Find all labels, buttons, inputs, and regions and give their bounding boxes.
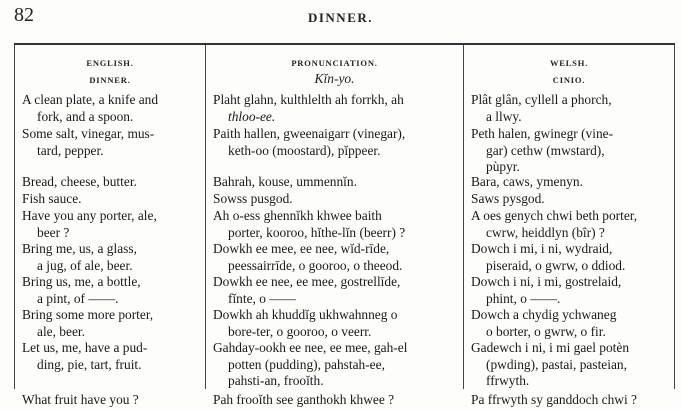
pronunciation-entry: Gahday-ookh ee nee, ee mee, gah-el potten (pudding), pahstah-ee, pahsti-an, frooĭth. [213,340,408,388]
pronunciation-entry: Bahrah, kouse, ummennĭn. [213,174,357,189]
english-entry: Fish sauce. [22,191,82,206]
column-subheading-english: DINNER. [89,75,131,85]
welsh-entry: Bara, caws, ymenyn. [471,174,583,189]
welsh-entry: Saws pysgod. [471,191,545,206]
pronunciation-entry: Plaht glahn, kulthlelth ah forrkh, ah thloo-ee. [213,92,404,124]
pronunciation-entry: Sowss pusgod. [213,191,293,206]
welsh-entry: Gadewch i ni, i mi gael potèn (pwding), pastai, pasteian, ffrwyth. [471,340,630,388]
welsh-entry: Dowch a chydig ychwaneg o borter, o gwrw, o fir. [471,307,617,339]
english-entry: Bring some more porter, ale, beer. [22,307,154,339]
english-entry: Some salt, vinegar, mus- tard, pepper. [22,126,155,158]
phrase-table [14,43,675,407]
pronunciation-entry: Paith hallen, gweenaigarr (vinegar), keth-oo (moostard), pĭppeer. [213,126,406,158]
english-entry: What fruit have you ? [22,392,139,407]
pronunciation-entry: Dowkh ah khuddĭg ukhwahnneg o bore-ter, o gooroo, o veerr. [213,307,398,339]
welsh-entry: Peth halen, gwinegr (vine- gar) cethw (mwstard), pùpyr. [471,126,614,174]
column-english [14,45,205,407]
welsh-entry: Dowch i mi, i ni, wydraid, piseraid, o gwrw, o ddiod. [471,241,626,273]
column-subheading-pronunciation: Kĭn-yo. [314,71,355,86]
english-entry: Bread, cheese, butter. [22,174,137,189]
column-pronunciation [205,45,463,407]
pronunciation-entry: Dowkh ee nee, ee mee, gostrellīde, fĭnte, o —— [213,274,401,306]
pronunciation-entry: Pah frooĭth see ganthokh khwee ? [213,392,395,407]
english-entry: Bring me, us, a glass, a jug, of ale, beer. [22,241,137,273]
column-header-english: ENGLISH. [86,58,134,68]
running-head: DINNER. [307,10,374,25]
english-entry: Have you any porter, ale, beer ? [22,208,157,240]
welsh-entry: A oes genych chwi beth porter, cwrw, heiddlyn (bîr) ? [471,208,638,240]
column-subheading-welsh: CINIO. [552,75,586,85]
welsh-entry: Plât glân, cyllell a phorch, a llwy. [471,92,612,124]
welsh-entry: Pa ffrwyth sy ganddoch chwi ? [471,392,637,407]
welsh-entry: Dowch i ni, i mi, gostrelaid, phint, o ——. [471,274,622,306]
english-entry: Bring us, me, a bottle, a pint, of ——. [22,274,141,306]
column-header-welsh: WELSH. [549,58,589,68]
pronunciation-entry: Ah o-ess ghennĭkh khwee baith porter, kooroo, hĭthe-lĭn (beerr) ? [213,208,406,240]
english-entry: A clean plate, a knife and fork, and a spoon. [22,92,159,124]
column-welsh [463,45,675,407]
english-entry: Let us, me, have a pud- ding, pie, tart, fruit. [22,340,148,372]
column-header-pronunciation: PRONUNCIATION. [291,58,378,68]
page-number: 82 [14,4,34,26]
pronunciation-entry: Dowkh ee mee, ee nee, wĭd-rīde, peessairrīde, o gooroo, o theeod. [213,241,403,273]
